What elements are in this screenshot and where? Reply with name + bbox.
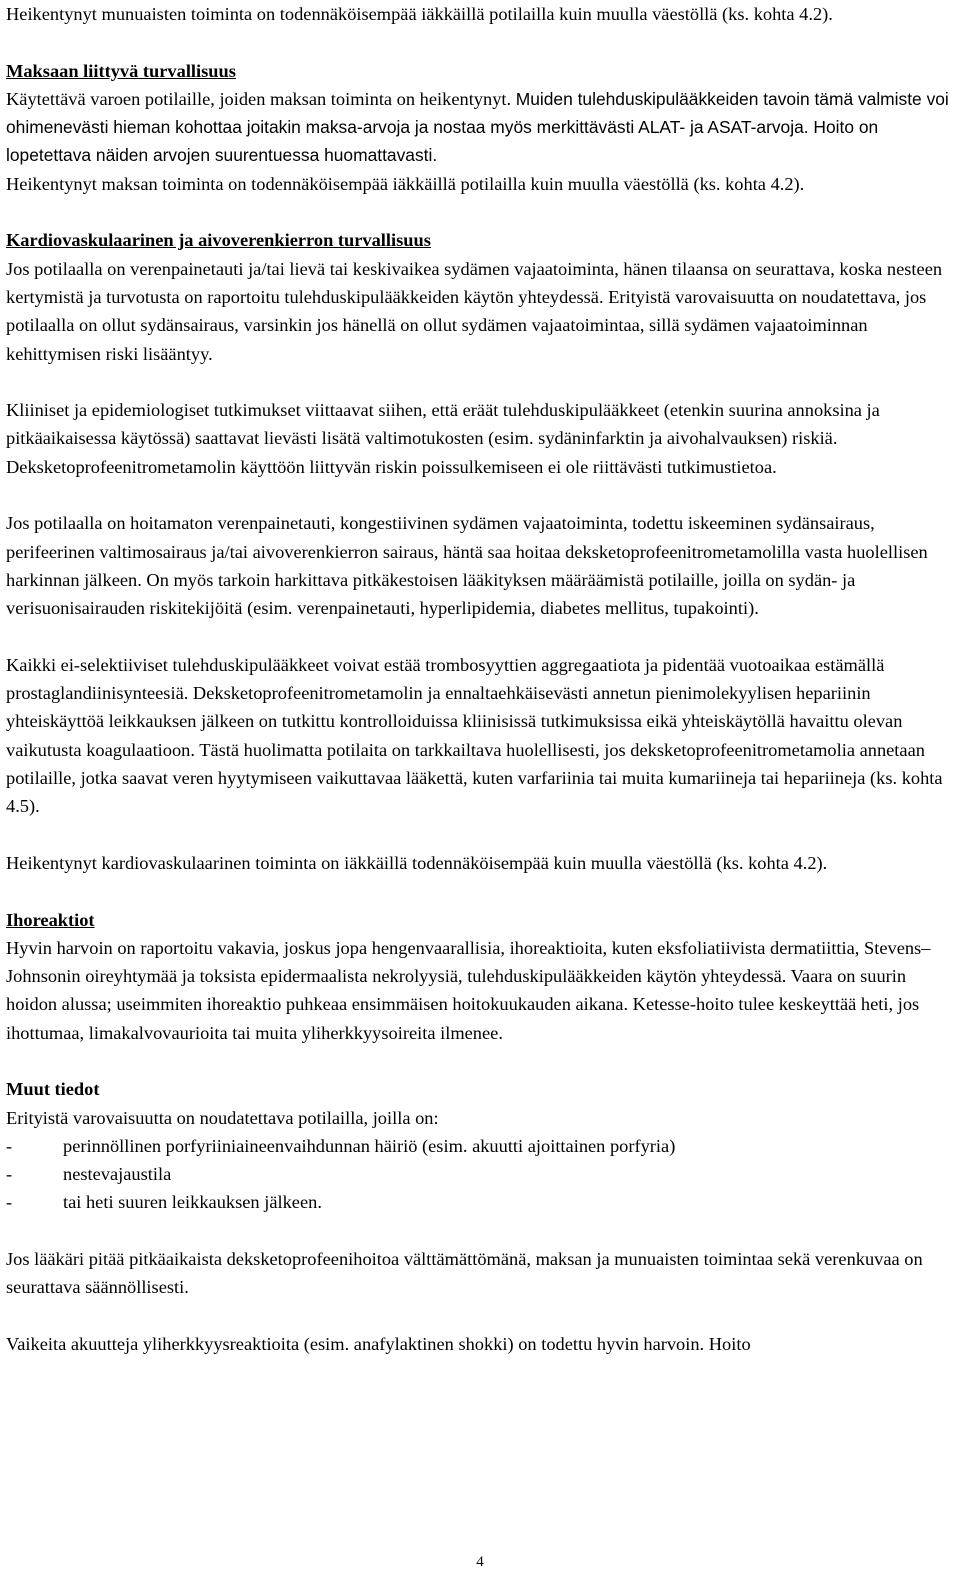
kidney-elderly-paragraph: Heikentynyt munuaisten toiminta on todennäköisempää iäkkäillä potilailla kuin muulla väestöllä (ks. kohta 4.2). <box>6 4 833 24</box>
list-item-text: perinnöllinen porfyriiniaineenvaihdunnan häiriö (esim. akuutti ajoittainen porfyria) <box>63 1135 676 1156</box>
cardio-paragraph-1: Jos potilaalla on verenpainetauti ja/tai lievä tai keskivaikea sydämen vajaatoiminta, hänen tilaansa on seurattava, koska nesteen kertymistä ja turvotusta on raportoitu tulehduskipulääkkeiden käytön yhteydessä. Erityistä varovaisuutta on noudatettava, jos potilaalla on ollut sydänsairaus, varsinkin jos hänellä on ollut sydämen vajaatoimintaa, sillä sydämen vajaatoiminnan kehittymisen riski lisääntyy. <box>6 258 943 364</box>
cardio-paragraph-3: Jos potilaalla on hoitamaton verenpainetauti, kongestiivinen sydämen vajaatoiminta, todettu iskeeminen sydänsairaus, perifeerinen valtimosairaus ja/tai aivoverenkierron sairaus, häntä saa hoitaa deksketoprofeenitrometamolilla vasta huolellisen harkinnan jälkeen. On myös tarkoin harkittava pitkäkestoisen lääkityksen määräämistä potilaille, joilla on sydän- ja verisuonisairauden riskitekijöitä (esim. verenpainetauti, hyperlipidemia, diabetes mellitus, tupakointi). <box>6 513 928 619</box>
spacer <box>6 623 951 651</box>
list-dash: - <box>6 1164 13 1185</box>
skin-reactions-heading: Ihoreaktiot <box>6 909 95 930</box>
spacer <box>6 1217 951 1245</box>
liver-safety-heading: Maksaan liittyvä turvallisuus <box>6 60 236 81</box>
list-item <box>6 1188 951 1216</box>
page-number: 4 <box>476 1554 484 1570</box>
list-item-text: nestevajaustila <box>63 1164 172 1185</box>
spacer <box>6 28 951 56</box>
spacer <box>6 1047 951 1075</box>
other-info-intro: Erityistä varovaisuutta on noudatettava potilailla, joilla on: <box>6 1107 439 1128</box>
skin-reactions-paragraph: Hyvin harvoin on raportoitu vakavia, joskus jopa hengenvaarallisia, ihoreaktioita, kuten eksfoliatiivista dermatiittia, Stevens–Johnsonin oireyhtymää ja toksista epidermaalista nekrolyysiä, tulehduskipulääkkeiden käytön yhteydessä. Vaara on suurin hoidon alussa; useimmiten ihoreaktio puhkeaa ensimmäisen hoitokuukauden aikana. Ketesse-hoito tulee keskeyttää heti, jos ihottumaa, limakalvovaurioita tai muita yliherkkyysoireita ilmenee. <box>6 937 931 1043</box>
cardio-paragraph-2: Kliiniset ja epidemiologiset tutkimukset viittaavat siihen, että eräät tulehduskipulääkkeet (etenkin suurina annoksina ja pitkäaikaisessa käytössä) saattavat lievästi lisätä valtimotukosten (esim. sydäninfarktin ja aivohalvauksen) riskiä. Deksketoprofeenitrometamolin käyttöön liittyvän riskin poissulkemiseen ei ole riittävästi tutkimustietoa. <box>6 400 880 477</box>
other-info-heading: Muut tiedot <box>6 1079 100 1100</box>
spacer <box>6 198 951 226</box>
document-page <box>6 0 951 1358</box>
list-item <box>6 1160 951 1188</box>
liver-values-text: Muiden tulehduskipulääkkeiden tavoin tämä valmiste voi ohimenevästi hieman kohottaa joitakin maksa-arvoja ja nostaa myös merkittävästi ALAT- ja ASAT-arvoja. Hoito on lopetettava näiden arvojen suurentuessa huomattavasti. <box>6 88 949 166</box>
cardio-paragraph-4: Kaikki ei-selektiiviset tulehduskipulääkkeet voivat estää trombosyyttien aggregaatiota ja pidentää vuotoaikaa estämällä prostaglandiinisynteesiä. Deksketoprofeenitrometamolin ja ennaltaehkäisevästi annetun pienimolekyylisen hepariinin yhteiskäyttöä leikkauksen jälkeen on tutkittu kontrolloiduissa kliinisissä tutkimuksissa eikä yhteiskäytöllä havaittu olevan vaikutusta koagulaatioon. Tästä huolimatta potilaita on tarkkailtava huolellisesti, jos deksketoprofeenitrometamolia annetaan potilaille, jotka saavat veren hyytymiseen vaikuttavaa lääkettä, kuten varfariinia tai muita kumariineja tai hepariineja (ks. kohta 4.5). <box>6 654 943 817</box>
cardio-safety-heading: Kardiovaskulaarinen ja aivoverenkierron turvallisuus <box>6 230 431 251</box>
list-item-text: tai heti suuren leikkauksen jälkeen. <box>63 1192 322 1213</box>
spacer <box>6 368 951 396</box>
monitoring-paragraph: Jos lääkäri pitää pitkäaikaista deksketoprofeenihoitoa välttämättömänä, maksan ja munuaisten toimintaa sekä verenkuvaa on seurattava säännöllisesti. <box>6 1249 923 1298</box>
list-dash: - <box>6 1135 13 1156</box>
list-dash: - <box>6 1192 13 1213</box>
list-item <box>6 1132 951 1160</box>
spacer <box>6 821 951 849</box>
cardio-paragraph-5: Heikentynyt kardiovaskulaarinen toiminta on iäkkäillä todennäköisempää kuin muulla väestöllä (ks. kohta 4.2). <box>6 852 828 873</box>
liver-elderly-paragraph: Heikentynyt maksan toiminta on todennäköisempää iäkkäillä potilailla kuin muulla väestöllä (ks. kohta 4.2). <box>6 173 805 194</box>
liver-caution-line: Käytettävä varoen potilaille, joiden maksan toiminta on heikentynyt. <box>6 88 512 109</box>
hypersensitivity-paragraph: Vaikeita akuutteja yliherkkyysreaktioita (esim. anafylaktinen shokki) on todettu hyvin harvoin. Hoito <box>6 1333 751 1354</box>
spacer <box>6 481 951 509</box>
spacer <box>6 877 951 905</box>
spacer <box>6 1302 951 1330</box>
